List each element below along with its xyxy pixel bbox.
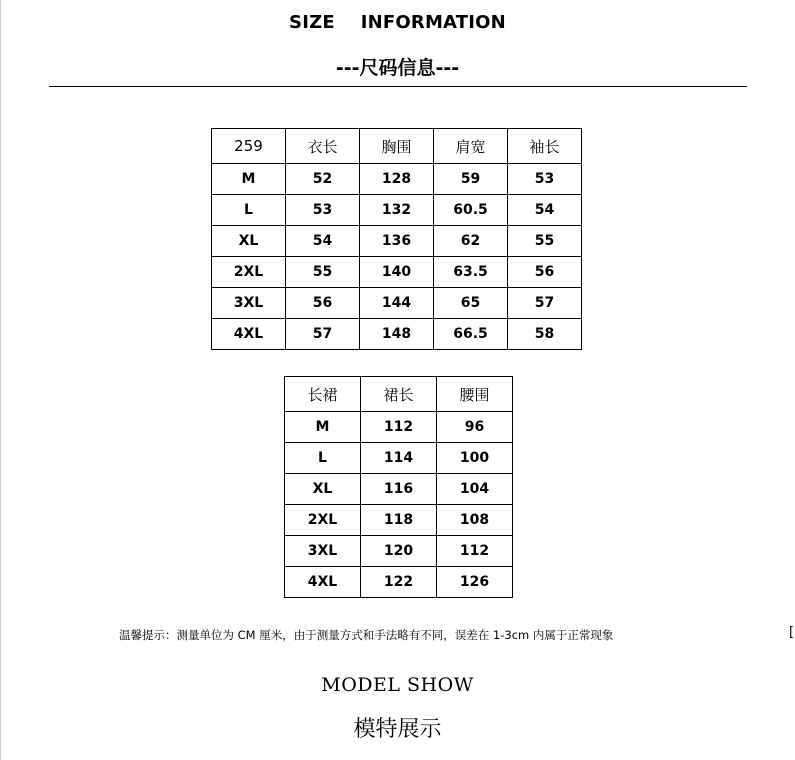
table-cell: 104 xyxy=(437,474,513,505)
model-show-title: MODEL SHOW xyxy=(321,674,474,696)
table-cell: 114 xyxy=(361,443,437,474)
left-border-line xyxy=(0,0,1,760)
table-cell: 112 xyxy=(361,412,437,443)
header-divider xyxy=(49,86,747,87)
table-cell: 140 xyxy=(360,257,434,288)
header-cell-sleeve: 袖长 xyxy=(508,129,582,164)
table-cell: 118 xyxy=(361,505,437,536)
table-cell: 55 xyxy=(508,226,582,257)
table-cell: 128 xyxy=(360,164,434,195)
size-cell: XL xyxy=(285,474,361,505)
header-cell-shoulder: 肩宽 xyxy=(434,129,508,164)
table-cell: 55 xyxy=(286,257,360,288)
size-cell: XL xyxy=(212,226,286,257)
header-cell-long-skirt: 长裙 xyxy=(285,377,361,412)
size-cell: L xyxy=(285,443,361,474)
size-cell: M xyxy=(212,164,286,195)
header-cell-waist: 腰围 xyxy=(437,377,513,412)
table-row xyxy=(285,474,513,505)
edge-glyph: [ xyxy=(789,625,795,640)
table-cell: 120 xyxy=(361,536,437,567)
table-cell: 54 xyxy=(508,195,582,226)
table-cell: 53 xyxy=(286,195,360,226)
table-cell: 54 xyxy=(286,226,360,257)
table-row xyxy=(285,443,513,474)
table-cell: 56 xyxy=(286,288,360,319)
table-row xyxy=(285,567,513,598)
table-cell: 57 xyxy=(508,288,582,319)
table-header-row xyxy=(285,377,513,412)
size-cell: 4XL xyxy=(285,567,361,598)
table-cell: 56 xyxy=(508,257,582,288)
table-cell: 53 xyxy=(508,164,582,195)
size-cell: 2XL xyxy=(212,257,286,288)
table-row xyxy=(212,164,582,195)
table-cell: 122 xyxy=(361,567,437,598)
size-cell: 4XL xyxy=(212,319,286,350)
table-row xyxy=(212,226,582,257)
header-cell-bust: 胸围 xyxy=(360,129,434,164)
table-cell: 144 xyxy=(360,288,434,319)
table-cell: 63.5 xyxy=(434,257,508,288)
table-row xyxy=(212,319,582,350)
table-header-row xyxy=(212,129,582,164)
size-cell: 3XL xyxy=(212,288,286,319)
table-cell: 100 xyxy=(437,443,513,474)
table-row xyxy=(212,257,582,288)
top-size-table xyxy=(211,128,582,350)
table-row xyxy=(212,288,582,319)
header-cell-style-code: 259 xyxy=(212,129,286,164)
size-cell: L xyxy=(212,195,286,226)
header-cell-length: 衣长 xyxy=(286,129,360,164)
size-information-title: SIZE INFORMATION xyxy=(289,12,506,33)
table-cell: 60.5 xyxy=(434,195,508,226)
table-row xyxy=(285,536,513,567)
measurement-note: 温馨提示：测量单位为 CM 厘米，由于测量方式和手法略有不同，误差在 1-3cm 内属于正常现象 xyxy=(119,628,614,642)
skirt-size-table xyxy=(284,376,513,598)
table-cell: 116 xyxy=(361,474,437,505)
model-show-subtitle: 模特展示 xyxy=(353,717,442,742)
header-cell-skirt-length: 裙长 xyxy=(361,377,437,412)
table-cell: 126 xyxy=(437,567,513,598)
table-cell: 148 xyxy=(360,319,434,350)
table-cell: 59 xyxy=(434,164,508,195)
table-cell: 96 xyxy=(437,412,513,443)
size-information-subtitle: ---尺码信息--- xyxy=(335,57,460,79)
size-cell: 3XL xyxy=(285,536,361,567)
table-cell: 112 xyxy=(437,536,513,567)
size-cell: M xyxy=(285,412,361,443)
table-row xyxy=(285,505,513,536)
table-cell: 132 xyxy=(360,195,434,226)
table-cell: 65 xyxy=(434,288,508,319)
table-cell: 58 xyxy=(508,319,582,350)
table-row xyxy=(212,195,582,226)
table-cell: 108 xyxy=(437,505,513,536)
table-cell: 57 xyxy=(286,319,360,350)
table-cell: 52 xyxy=(286,164,360,195)
table-cell: 62 xyxy=(434,226,508,257)
table-cell: 66.5 xyxy=(434,319,508,350)
table-cell: 136 xyxy=(360,226,434,257)
table-row xyxy=(285,412,513,443)
size-cell: 2XL xyxy=(285,505,361,536)
